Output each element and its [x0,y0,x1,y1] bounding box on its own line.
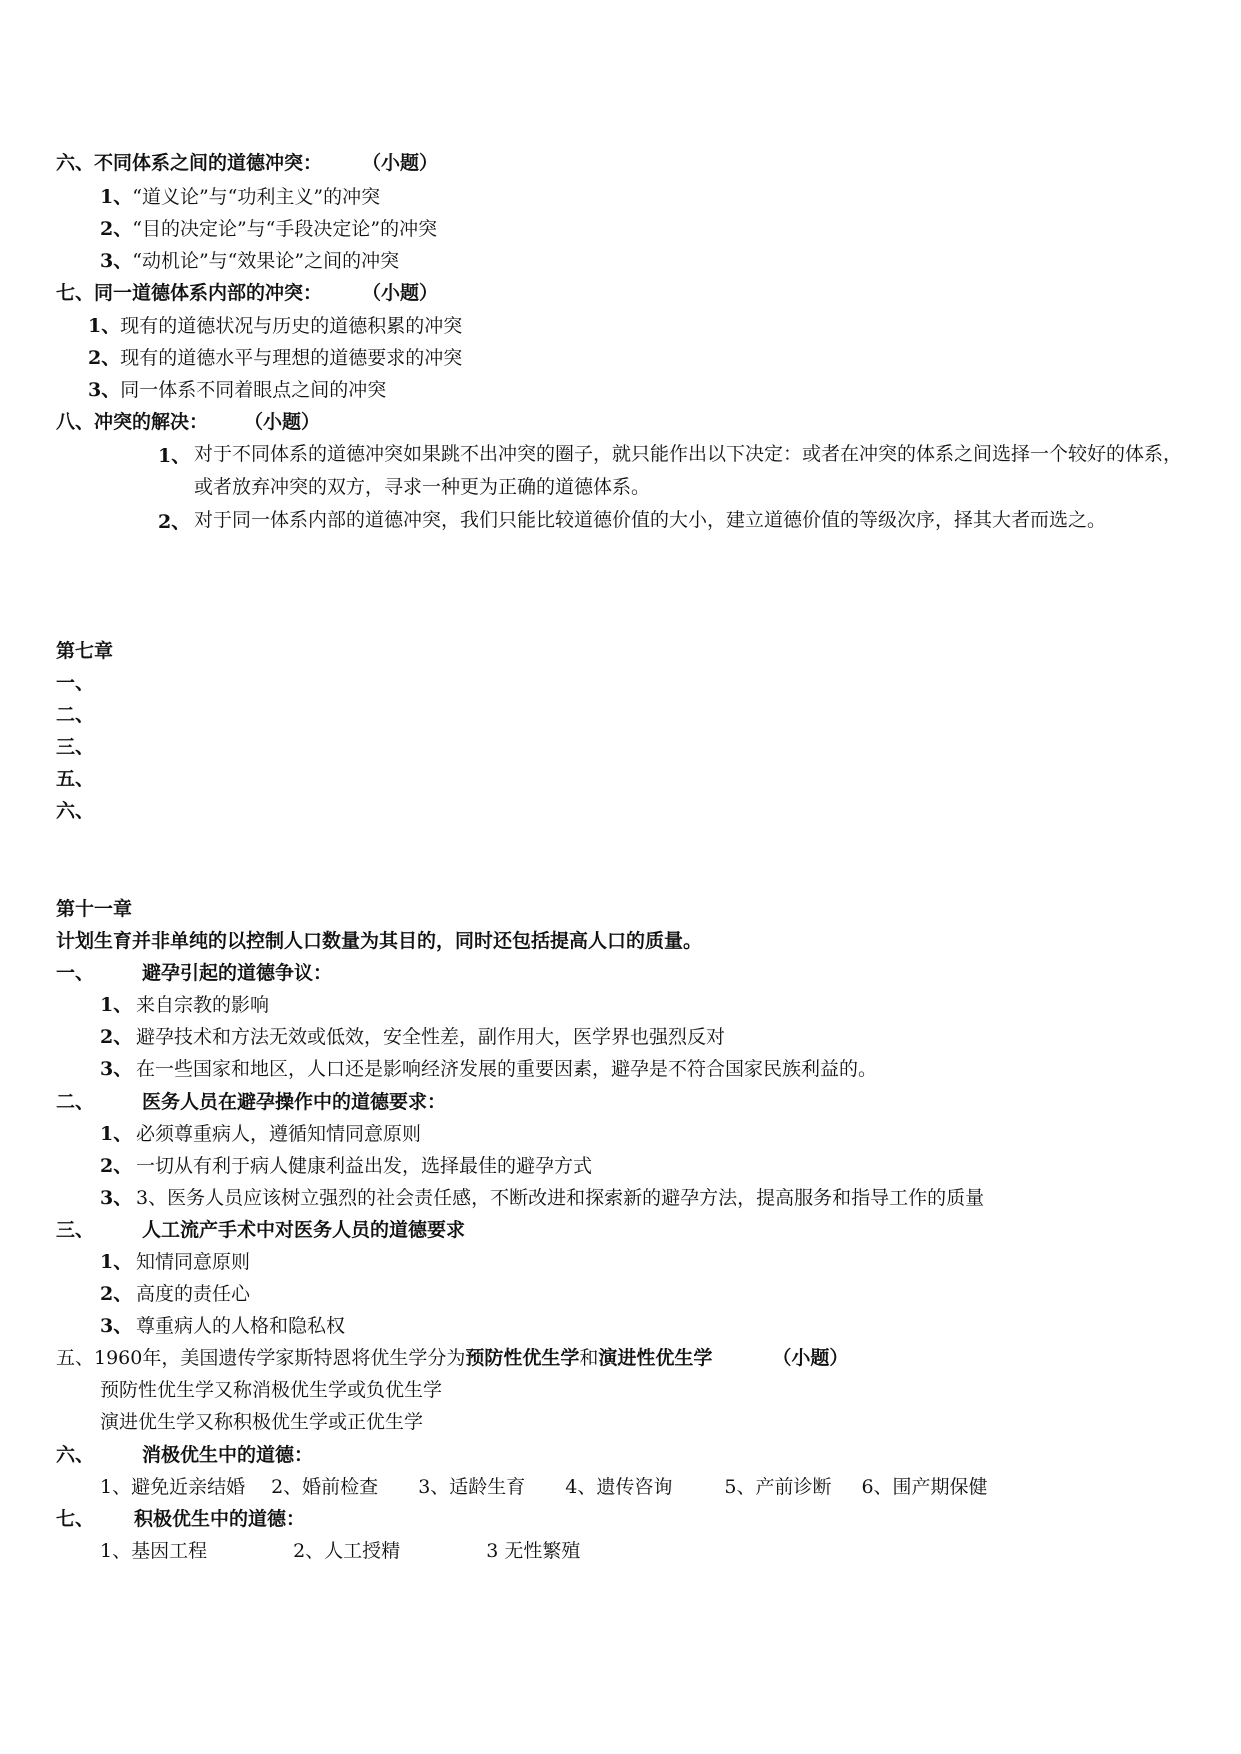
ch11-section-2-item-3 [100,1183,984,1213]
item-text: 知情同意原则 [136,1251,251,1273]
item-number: 1、 [88,315,121,337]
section-title: 积极优生中的道德： [134,1508,306,1530]
section-6-heading [56,148,438,178]
ch11-section-2-item-2 [100,1151,592,1181]
item-number: 3、 [100,250,133,272]
term-progressive-eugenics: 演进性优生学 [598,1347,713,1369]
section-7-item-2 [88,343,462,373]
chapter-11-title: 第十一章 [56,898,133,920]
ch11-section-6-items [100,1472,988,1502]
section-title: 消极优生中的道德： [142,1444,314,1466]
item-text: 避孕技术和方法无效或低效，安全性差，副作用大，医学界也强烈反对 [136,1026,726,1048]
chapter-11-intro: 计划生育并非单纯的以控制人口数量为其目的，同时还包括提高人口的质量。 [56,930,703,952]
item-number: 1、 [100,186,133,208]
ch11-section-6-heading [56,1440,313,1470]
ch11-section-3-item-3 [100,1311,345,1341]
list-item: 2、婚前检查 [271,1476,379,1498]
ch11-section-1-item-2 [100,1022,725,1052]
ch11-section-5-line-2: 演进优生学又称积极优生学或正优生学 [100,1411,424,1433]
section-number: 三、 [56,1219,95,1241]
ch11-section-5-heading [56,1343,848,1373]
chapter-7-item: 一、 [56,672,95,694]
section-title: 人工流产手术中对医务人员的道德要求 [142,1219,466,1241]
section-7-tag: （小题） [362,282,439,304]
section-6-item-2 [100,214,437,244]
item-number: 3、 [100,1187,133,1209]
section-7-title: 七、同一道德体系内部的冲突： [56,282,323,304]
item-text: 高度的责任心 [136,1283,251,1305]
section-5-tag: （小题） [772,1347,849,1369]
ch11-section-1-item-3 [100,1054,877,1084]
section-8-tag: （小题） [244,411,321,433]
section-7-item-1 [88,311,462,341]
list-item: 2、人工授精 [293,1540,401,1562]
item-number: 3、 [100,1058,133,1080]
section-title: 避孕引起的道德争议： [142,962,333,984]
chapter-7-item: 二、 [56,704,95,726]
item-text: “道义论”与“功利主义”的冲突 [132,186,381,208]
section-number: 一、 [56,962,95,984]
section-title: 医务人员在避孕操作中的道德要求： [142,1091,447,1113]
item-text: 来自宗教的影响 [136,994,270,1016]
section-7-heading [56,278,438,308]
item-number: 1、 [100,994,133,1016]
item-number: 3、 [100,1315,133,1337]
item-number: 2、 [100,218,133,240]
ch11-section-3-item-2 [100,1279,250,1309]
term-preventive-eugenics: 预防性优生学 [465,1347,580,1369]
item-number: 2、 [100,1155,133,1177]
item-text: 尊重病人的人格和隐私权 [136,1315,346,1337]
chapter-7-item: 三、 [56,736,95,758]
section-8-item-2-number: 2、 [158,511,191,533]
item-text: 同一体系不同着眼点之间的冲突 [120,379,387,401]
item-number: 2、 [100,1026,133,1048]
section-8-item-2-text: 对于同一体系内部的道德冲突，我们只能比较道德价值的大小，建立道德价值的等级次序，择其大者而选之。 [194,509,1107,531]
ch11-section-2-item-1 [100,1119,421,1149]
list-item: 5、产前诊断 [724,1476,832,1498]
item-text: 3、医务人员应该树立强烈的社会责任感，不断改进和探索新的避孕方法，提高服务和指导工作的质量 [136,1187,985,1209]
item-text: 现有的道德水平与理想的道德要求的冲突 [120,347,463,369]
list-item: 1、基因工程 [100,1540,208,1562]
section-number: 六、 [56,1444,95,1466]
section-8-heading [56,407,320,437]
chapter-7-item: 五、 [56,768,95,790]
section-6-item-3 [100,246,399,276]
section-number: 七、 [56,1508,95,1530]
list-item: 3 无性繁殖 [486,1540,581,1562]
item-number: 2、 [88,347,121,369]
item-number: 2、 [100,1283,133,1305]
item-text: 现有的道德状况与历史的道德积累的冲突 [120,315,463,337]
section-8-item-1-text: 对于不同体系的道德冲突如果跳不出冲突的圈子，就只能作出以下决定：或者在冲突的体系之间选择一个较好的体系，或者放弃冲突的双方，寻求一种更为正确的道德体系。 [194,443,1183,498]
ch11-section-5-line-1: 预防性优生学又称消极优生学或负优生学 [100,1379,443,1401]
conjunction: 和 [579,1347,599,1369]
list-item: 4、遗传咨询 [565,1476,673,1498]
section-7-item-3 [88,375,386,405]
section-number: 二、 [56,1091,95,1113]
item-number: 1、 [100,1123,133,1145]
ch11-section-3-heading [56,1215,465,1245]
ch11-section-7-items [100,1536,580,1566]
section-6-title: 六、不同体系之间的道德冲突： [56,152,323,174]
chapter-7-item: 六、 [56,800,95,822]
list-item: 6、围产期保健 [861,1476,988,1498]
item-text: 一切从有利于病人健康利益出发，选择最佳的避孕方式 [136,1155,593,1177]
ch11-section-1-item-1 [100,990,269,1020]
section-8-title: 八、冲突的解决： [56,411,209,433]
ch11-section-1-heading [56,958,332,988]
section-6-item-1 [100,182,380,212]
section-8-item-1-number: 1、 [158,445,191,467]
ch11-section-2-heading [56,1087,446,1117]
item-text: 必须尊重病人，遵循知情同意原则 [136,1123,422,1145]
section-5-prefix: 五、1960年，美国遗传学家斯特恩将优生学分为 [56,1347,466,1369]
item-text: 在一些国家和地区，人口还是影响经济发展的重要因素，避孕是不符合国家民族利益的。 [136,1058,878,1080]
item-number: 1、 [100,1251,133,1273]
list-item: 1、避免近亲结婚 [100,1476,246,1498]
section-6-tag: （小题） [362,152,439,174]
chapter-7-title: 第七章 [56,640,114,662]
item-number: 3、 [88,379,121,401]
ch11-section-7-heading [56,1504,305,1534]
item-text: “动机论”与“效果论”之间的冲突 [132,250,400,272]
ch11-section-3-item-1 [100,1247,250,1277]
item-text: “目的决定论”与“手段决定论”的冲突 [132,218,438,240]
list-item: 3、适龄生育 [418,1476,526,1498]
